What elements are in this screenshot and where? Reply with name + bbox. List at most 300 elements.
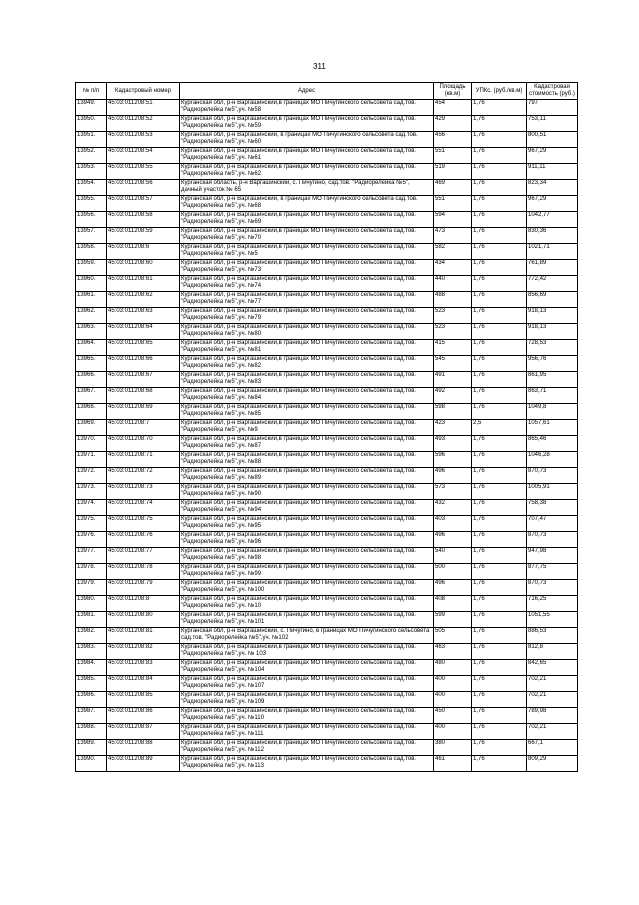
cell-upks: 1,76 (472, 564, 527, 580)
cell-num: 13972. (76, 468, 107, 484)
cell-cadastral: 45:03:011208:65 (107, 340, 180, 356)
cell-cadastral: 45:03:011208:81 (107, 628, 180, 644)
cell-cost: 1021,71 (527, 244, 578, 260)
cell-upks: 1,76 (472, 436, 527, 452)
cell-upks: 1,76 (472, 372, 527, 388)
cell-cost: 702,21 (527, 724, 578, 740)
cell-address: Курганская обл, р-н Варгашинский, с. Пичугино, в границах МО Пичугинского сельсовета сад.тов. "Радиорелейка №5",уч. №102 (180, 628, 434, 644)
cell-cadastral: 45:03:011208:51 (107, 100, 180, 116)
cell-cost: 870,73 (527, 532, 578, 548)
table-row (76, 676, 578, 692)
cell-address: Курганская обл, р-н Варгашинский,в границах МО Пичугинского сельсовета сад.тов. "Радиорелейка №5",уч. №77 (180, 292, 434, 308)
cell-area: 423 (434, 420, 472, 436)
cell-address: Курганская обл, р-н Варгашинский,в границах МО Пичугинского сельсовета сад.тов. "Радиорелейка №5",уч. №79 (180, 308, 434, 324)
table-row (76, 100, 578, 116)
table-row (76, 164, 578, 180)
cell-area: 473 (434, 228, 472, 244)
cell-cadastral: 45:03:011208:62 (107, 292, 180, 308)
cell-upks: 1,76 (472, 356, 527, 372)
cell-address: Курганская обл, р-н Варгашинский,в границах МО Пичугинского сельсовета сад.тов. "Радиорелейка №5",уч. №112 (180, 740, 434, 756)
cell-address: Курганская обл, р-н Варгашинский,в границах МО Пичугинского сельсовета сад.тов. "Радиорелейка №5",уч. №10 (180, 596, 434, 612)
cell-area: 461 (434, 756, 472, 772)
cell-address: Курганская обл, р-н Варгашинский,в границах МО Пичугинского сельсовета сад.тов. "Радиорелейка №5",уч. №81 (180, 340, 434, 356)
cell-cadastral: 45:03:011208:63 (107, 308, 180, 324)
cell-cadastral: 45:03:011208:87 (107, 724, 180, 740)
table-row (76, 532, 578, 548)
cell-area: 596 (434, 452, 472, 468)
cell-cadastral: 45:03:011208:89 (107, 756, 180, 772)
cell-num: 13987. (76, 708, 107, 724)
cell-upks: 1,76 (472, 148, 527, 164)
table-row (76, 308, 578, 324)
table-row (76, 660, 578, 676)
table-row (76, 212, 578, 228)
cell-cost: 870,73 (527, 580, 578, 596)
cell-cost: 877,75 (527, 564, 578, 580)
cell-area: 523 (434, 324, 472, 340)
table-row (76, 500, 578, 516)
cell-upks: 1,76 (472, 244, 527, 260)
cell-upks: 1,76 (472, 292, 527, 308)
cell-address: Курганская обл, р-н Варгашинский,в границах МО Пичугинского сельсовета сад.тов. "Радиорелейка №5",уч. №70 (180, 228, 434, 244)
table-row (76, 708, 578, 724)
cell-cost: 842,65 (527, 660, 578, 676)
header-cost: Кадастровая стоимость (руб.) (527, 83, 578, 100)
cell-upks: 2,5 (472, 420, 527, 436)
header-upks: УПКс. (руб./кв.м) (472, 83, 527, 100)
cell-upks: 1,76 (472, 756, 527, 772)
cell-address: Курганская обл, р-н Варгашинский,в границах МО Пичугинского сельсовета сад.тов. "Радиорелейка №5",уч. №111 (180, 724, 434, 740)
cell-area: 500 (434, 564, 472, 580)
cell-address: Курганская обл, р-н Варгашинский,в границах МО Пичугинского сельсовета сад.тов. "Радиорелейка №5",уч. №84 (180, 388, 434, 404)
cell-area: 432 (434, 500, 472, 516)
cell-cost: 918,13 (527, 324, 578, 340)
table-row (76, 740, 578, 756)
cell-area: 440 (434, 276, 472, 292)
cell-num: 13966. (76, 372, 107, 388)
cell-cost: 1005,91 (527, 484, 578, 500)
cell-cost: 667,1 (527, 740, 578, 756)
cell-num: 13951. (76, 132, 107, 148)
cell-address: Курганская обл, р-н Варгашинский,в границах МО Пичугинского сельсовета сад.тов. "Радиорелейка №5",уч. №98 (180, 548, 434, 564)
cell-cost: 761,89 (527, 260, 578, 276)
cell-num: 13965. (76, 356, 107, 372)
cell-cadastral: 45:03:011208:59 (107, 228, 180, 244)
header-cadastral: Кадастровый номер (107, 83, 180, 100)
cell-cadastral: 45:03:011208:85 (107, 692, 180, 708)
cell-cadastral: 45:03:011208:84 (107, 676, 180, 692)
cell-address: Курганская обл, р-н Варгашинский,в границах МО Пичугинского сельсовета сад.тов. "Радиорелейка №5",уч. №61 (180, 148, 434, 164)
cell-cadastral: 45:03:011208:69 (107, 404, 180, 420)
table-row (76, 180, 578, 196)
cell-cost: 797 (527, 100, 578, 116)
cell-area: 505 (434, 628, 472, 644)
cell-cost: 911,11 (527, 164, 578, 180)
table-row (76, 628, 578, 644)
cell-address: Курганская обл, р-н Варгашинский,в границах МО Пичугинского сельсовета сад.тов. "Радиорелейка №5",уч. №94 (180, 500, 434, 516)
cell-cadastral: 45:03:011208:54 (107, 148, 180, 164)
cell-cadastral: 45:03:011208:64 (107, 324, 180, 340)
cell-area: 469 (434, 180, 472, 196)
cell-num: 13961. (76, 292, 107, 308)
cell-num: 13956. (76, 212, 107, 228)
cell-num: 13974. (76, 500, 107, 516)
cell-address: Курганская обл, р-н Варгашинский,в границах МО Пичугинского сельсовета сад.тов. "Радиорелейка №5",уч. №74 (180, 276, 434, 292)
table-row (76, 132, 578, 148)
cell-area: 488 (434, 292, 472, 308)
cell-num: 13978. (76, 564, 107, 580)
table-row (76, 756, 578, 772)
cell-address: Курганская обл, р-н Варгашинский,в границах МО Пичугинского сельсовета сад.тов. "Радиорелейка №5",уч. №85 (180, 404, 434, 420)
cell-num: 13970. (76, 436, 107, 452)
table-row (76, 644, 578, 660)
cell-area: 599 (434, 612, 472, 628)
cell-upks: 1,76 (472, 676, 527, 692)
cell-area: 480 (434, 660, 472, 676)
cell-cost: 830,36 (527, 228, 578, 244)
cell-cadastral: 45:03:011208:60 (107, 260, 180, 276)
cell-num: 13969. (76, 420, 107, 436)
cell-area: 582 (434, 244, 472, 260)
cell-cost: 1042,77 (527, 212, 578, 228)
cell-address: Курганская обл, р-н Варгашинский,в границах МО Пичугинского сельсовета сад.тов. "Радиорелейка №5",уч. №100 (180, 580, 434, 596)
cell-cost: 789,98 (527, 708, 578, 724)
cell-num: 13985. (76, 676, 107, 692)
cell-upks: 1,76 (472, 644, 527, 660)
cell-upks: 1,76 (472, 164, 527, 180)
cell-address: Курганская обл, р-н Варгашинский,в границах МО Пичугинского сельсовета сад.тов. "Радиорелейка №5",уч. №95 (180, 516, 434, 532)
cell-cadastral: 45:03:011208:52 (107, 116, 180, 132)
table-row (76, 420, 578, 436)
table-row (76, 292, 578, 308)
cell-area: 434 (434, 260, 472, 276)
cell-address: Курганская обл, р-н Варгашинский,в границах МО Пичугинского сельсовета сад.тов. "Радиорелейка №5",уч. №96 (180, 532, 434, 548)
cell-cost: 918,13 (527, 308, 578, 324)
cell-cadastral: 45:03:011208:76 (107, 532, 180, 548)
cell-area: 545 (434, 356, 472, 372)
cell-upks: 1,76 (472, 260, 527, 276)
cell-num: 13977. (76, 548, 107, 564)
cell-area: 400 (434, 724, 472, 740)
cell-cost: 856,69 (527, 292, 578, 308)
cell-cost: 809,29 (527, 756, 578, 772)
cell-area: 540 (434, 548, 472, 564)
cell-num: 13975. (76, 516, 107, 532)
cell-cost: 865,46 (527, 436, 578, 452)
table-row (76, 484, 578, 500)
cell-cadastral: 45:03:011208:86 (107, 708, 180, 724)
table-row (76, 596, 578, 612)
table-row (76, 468, 578, 484)
cell-num: 13982. (76, 628, 107, 644)
table-row (76, 724, 578, 740)
cell-cadastral: 45:03:011208:82 (107, 644, 180, 660)
cell-address: Курганская обл, р-н Варгашинский,в границах МО Пичугинского сельсовета сад.тов. "Радиорелейка №5",уч. №89 (180, 468, 434, 484)
cell-address: Курганская обл, р-н Варгашинский,в границах МО Пичугинского сельсовета сад.тов. "Радиорелейка №5",уч. №101 (180, 612, 434, 628)
cell-cadastral: 45:03:011208:75 (107, 516, 180, 532)
header-area: Площадь (кв.м) (434, 83, 472, 100)
cell-cadastral: 45:03:011208:66 (107, 356, 180, 372)
table-row (76, 148, 578, 164)
cell-num: 13976. (76, 532, 107, 548)
cell-address: Курганская обл, р-н Варгашинский,в границах МО Пичугинского сельсовета сад.тов. "Радиорелейка №5",уч. №9 (180, 420, 434, 436)
cell-area: 403 (434, 516, 472, 532)
cell-num: 13964. (76, 340, 107, 356)
cell-address: Курганская обл, р-н Варгашинский,в границах МО Пичугинского сельсовета сад.тов. "Радиорелейка №5",уч. №104 (180, 660, 434, 676)
cell-address: Курганская обл, р-н Варгашинский,в границах МО Пичугинского сельсовета сад.тов. "Радиорелейка №5",уч. №110 (180, 708, 434, 724)
cell-num: 13989. (76, 740, 107, 756)
cell-cost: 772,42 (527, 276, 578, 292)
cell-area: 598 (434, 404, 472, 420)
cell-upks: 1,76 (472, 580, 527, 596)
cell-cost: 728,53 (527, 340, 578, 356)
table-row (76, 564, 578, 580)
cell-address: Курганская обл, р-н Варгашинский,в границах МО Пичугинского сельсовета сад.тов. "Радиорелейка №5",уч. №99 (180, 564, 434, 580)
cell-cost: 863,71 (527, 388, 578, 404)
cell-upks: 1,76 (472, 516, 527, 532)
cell-upks: 1,76 (472, 324, 527, 340)
table-row (76, 116, 578, 132)
cell-area: 573 (434, 484, 472, 500)
table-row (76, 244, 578, 260)
cell-num: 13983. (76, 644, 107, 660)
cell-cost: 716,25 (527, 596, 578, 612)
cell-area: 400 (434, 676, 472, 692)
table-row (76, 436, 578, 452)
table-row (76, 612, 578, 628)
cell-cadastral: 45:03:011208:83 (107, 660, 180, 676)
cell-num: 13980. (76, 596, 107, 612)
cell-address: Курганская обл, р-н Варгашинский,в границах МО Пичугинского сельсовета сад.тов. "Радиорелейка №5",уч. №62 (180, 164, 434, 180)
cell-cost: 886,53 (527, 628, 578, 644)
cell-num: 13979. (76, 580, 107, 596)
cell-cost: 702,21 (527, 676, 578, 692)
cell-upks: 1,76 (472, 484, 527, 500)
cell-cost: 758,38 (527, 500, 578, 516)
cell-area: 408 (434, 596, 472, 612)
cell-upks: 1,76 (472, 340, 527, 356)
cell-address: Курганская обл, р-н Варгашинский,в границах МО Пичугинского сельсовета сад.тов. "Радиорелейка №5",уч. №73 (180, 260, 434, 276)
cell-num: 13990. (76, 756, 107, 772)
cell-num: 13957. (76, 228, 107, 244)
cell-upks: 1,76 (472, 212, 527, 228)
cell-cost: 707,47 (527, 516, 578, 532)
cell-upks: 1,76 (472, 132, 527, 148)
cell-area: 429 (434, 116, 472, 132)
table-row (76, 372, 578, 388)
table-row (76, 548, 578, 564)
cell-upks: 1,76 (472, 276, 527, 292)
cell-cadastral: 45:03:011208:58 (107, 212, 180, 228)
cell-cadastral: 45:03:011208:71 (107, 452, 180, 468)
cell-cost: 800,51 (527, 132, 578, 148)
cell-cadastral: 45:03:011208:80 (107, 612, 180, 628)
cell-address: Курганская обл, р-н Варгашинский,в границах МО Пичугинского сельсовета сад.тов. "Радиорелейка №5",уч. №82 (180, 356, 434, 372)
cell-upks: 1,76 (472, 708, 527, 724)
cell-num: 13984. (76, 660, 107, 676)
cell-cost: 956,76 (527, 356, 578, 372)
cell-cost: 812,8 (527, 644, 578, 660)
cell-cadastral: 45:03:011208:7 (107, 420, 180, 436)
cell-area: 450 (434, 708, 472, 724)
cell-cost: 823,34 (527, 180, 578, 196)
cell-address: Курганская обл, р-н Варгашинский,в границах МО Пичугинского сельсовета сад.тов. "Радиорелейка №5",уч. №87 (180, 436, 434, 452)
cell-upks: 1,76 (472, 660, 527, 676)
cell-area: 463 (434, 644, 472, 660)
cell-address: Курганская обл, р-н Варгашинский,в границах МО Пичугинского сельсовета сад.тов. "Радиорелейка №5",уч. №83 (180, 372, 434, 388)
cell-upks: 1,76 (472, 724, 527, 740)
cell-address: Курганская обл, р-н Варгашинский,в границах МО Пичугинского сельсовета сад.тов. "Радиорелейка №5",уч. №5 (180, 244, 434, 260)
cell-upks: 1,76 (472, 532, 527, 548)
table-row (76, 356, 578, 372)
table-body (76, 100, 578, 772)
cell-cost: 861,95 (527, 372, 578, 388)
cell-cadastral: 45:03:011208:57 (107, 196, 180, 212)
cell-upks: 1,76 (472, 692, 527, 708)
cell-address: Курганская обл, р-н Варгашинский,в границах МО Пичугинского сельсовета сад.тов. "Радиорелейка №5",уч. №109 (180, 692, 434, 708)
cell-num: 13954. (76, 180, 107, 196)
cell-cost: 1057,61 (527, 420, 578, 436)
cell-address: Курганская область, р-н Варгашинский, с. Пичугино, сад.тов. "Радиорелейка №5", дачный участок № 65 (180, 180, 434, 196)
cell-upks: 1,76 (472, 388, 527, 404)
cell-upks: 1,76 (472, 500, 527, 516)
cell-area: 415 (434, 340, 472, 356)
cell-upks: 1,76 (472, 180, 527, 196)
cell-num: 13986. (76, 692, 107, 708)
cell-address: Курганская обл, р-н Варгашинский,в границах МО Пичугинского сельсовета сад.тов. "Радиорелейка №5",уч. № 103 (180, 644, 434, 660)
cell-area: 491 (434, 372, 472, 388)
cell-num: 13955. (76, 196, 107, 212)
cell-cost: 702,21 (527, 692, 578, 708)
cell-address: Курганская обл, р-н Варгашинский, в границах МО Пичугинского сельсовета сад.тов. "Радиорелейка №5",уч. №68 (180, 196, 434, 212)
cell-address: Курганская обл, р-н Варгашинский,в границах МО Пичугинского сельсовета сад.тов. "Радиорелейка №5",уч. №90 (180, 484, 434, 500)
cell-num: 13959. (76, 260, 107, 276)
cell-cadastral: 45:03:011208:88 (107, 740, 180, 756)
cell-cadastral: 45:03:011208:78 (107, 564, 180, 580)
table-row (76, 692, 578, 708)
table-row (76, 404, 578, 420)
cell-upks: 1,76 (472, 740, 527, 756)
cell-cadastral: 45:03:011208:61 (107, 276, 180, 292)
cell-upks: 1,76 (472, 116, 527, 132)
cell-address: Курганская обл, р-н Варгашинский,в границах МО Пичугинского сельсовета сад.тов. "Радиорелейка №5",уч. №80 (180, 324, 434, 340)
cell-area: 523 (434, 308, 472, 324)
cell-area: 492 (434, 388, 472, 404)
table-header-row (76, 83, 578, 100)
cell-cadastral: 45:03:011208:55 (107, 164, 180, 180)
cell-cost: 1049,8 (527, 404, 578, 420)
cell-area: 456 (434, 132, 472, 148)
cell-upks: 1,76 (472, 612, 527, 628)
cell-num: 13952. (76, 148, 107, 164)
cell-num: 13950. (76, 116, 107, 132)
table-row (76, 228, 578, 244)
cell-num: 13981. (76, 612, 107, 628)
cell-upks: 1,76 (472, 196, 527, 212)
cell-cost: 967,29 (527, 196, 578, 212)
cell-num: 13973. (76, 484, 107, 500)
cell-upks: 1,76 (472, 100, 527, 116)
cell-area: 551 (434, 148, 472, 164)
cell-cadastral: 45:03:011208:68 (107, 388, 180, 404)
cell-upks: 1,76 (472, 404, 527, 420)
cell-num: 13967. (76, 388, 107, 404)
cell-cadastral: 45:03:011208:6 (107, 244, 180, 260)
cell-area: 493 (434, 436, 472, 452)
cell-num: 13968. (76, 404, 107, 420)
table-row (76, 324, 578, 340)
cell-address: Курганская обл, р-н Варгашинский,в границах МО Пичугинского сельсовета сад.тов. "Радиорелейка №5",уч. №58 (180, 100, 434, 116)
cell-address: Курганская обл, р-н Варгашинский, в границах МО Пичугинского сельсовета сад.тов. "Радиорелейка №5",уч. №60 (180, 132, 434, 148)
cell-area: 496 (434, 468, 472, 484)
cell-area: 594 (434, 212, 472, 228)
cell-num: 13988. (76, 724, 107, 740)
cell-address: Курганская обл, р-н Варгашинский,в границах МО Пичугинского сельсовета сад.тов. "Радиорелейка №5",уч. №113 (180, 756, 434, 772)
cell-num: 13971. (76, 452, 107, 468)
cell-cadastral: 45:03:011208:70 (107, 436, 180, 452)
cell-cadastral: 45:03:011208:67 (107, 372, 180, 388)
table-row (76, 580, 578, 596)
cell-num: 13960. (76, 276, 107, 292)
cell-address: Курганская обл, р-н Варгашинский,в границах МО Пичугинского сельсовета сад.тов. "Радиорелейка №5",уч. №69 (180, 212, 434, 228)
cell-address: Курганская обл, р-н Варгашинский,в границах МО Пичугинского сельсовета сад.тов. "Радиорелейка №5",уч. №59 (180, 116, 434, 132)
cell-address: Курганская обл, р-н Варгашинский,в границах МО Пичугинского сельсовета сад.тов. "Радиорелейка №5",уч. №88 (180, 452, 434, 468)
header-address: Адрес (180, 83, 434, 100)
table-row (76, 196, 578, 212)
cell-cadastral: 45:03:011208:77 (107, 548, 180, 564)
cell-area: 551 (434, 196, 472, 212)
cell-upks: 1,76 (472, 452, 527, 468)
cell-cost: 1051,55 (527, 612, 578, 628)
table-row (76, 388, 578, 404)
cell-cost: 1046,28 (527, 452, 578, 468)
cell-upks: 1,76 (472, 468, 527, 484)
page-number: 311 (313, 62, 326, 71)
cell-cadastral: 45:03:011208:53 (107, 132, 180, 148)
cell-cadastral: 45:03:011208:72 (107, 468, 180, 484)
header-num: № п/п (76, 83, 107, 100)
cell-num: 13949. (76, 100, 107, 116)
cell-area: 380 (434, 740, 472, 756)
cell-cost: 753,11 (527, 116, 578, 132)
cell-area: 454 (434, 100, 472, 116)
cell-upks: 1,76 (472, 228, 527, 244)
cell-cadastral: 45:03:011208:73 (107, 484, 180, 500)
cell-cost: 967,29 (527, 148, 578, 164)
cell-cost: 947,98 (527, 548, 578, 564)
table-row (76, 340, 578, 356)
cell-num: 13962. (76, 308, 107, 324)
cadastral-table (75, 82, 578, 772)
cell-num: 13963. (76, 324, 107, 340)
cell-area: 496 (434, 580, 472, 596)
cell-num: 13953. (76, 164, 107, 180)
cell-address: Курганская обл, р-н Варгашинский,в границах МО Пичугинского сельсовета сад.тов. "Радиорелейка №5",уч. №107 (180, 676, 434, 692)
cell-upks: 1,76 (472, 628, 527, 644)
cell-num: 13958. (76, 244, 107, 260)
cell-cadastral: 45:03:011208:56 (107, 180, 180, 196)
cell-area: 400 (434, 692, 472, 708)
table-row (76, 452, 578, 468)
table-row (76, 260, 578, 276)
cell-upks: 1,76 (472, 548, 527, 564)
cell-cadastral: 45:03:011208:8 (107, 596, 180, 612)
cell-cost: 870,73 (527, 468, 578, 484)
table-row (76, 516, 578, 532)
cell-area: 519 (434, 164, 472, 180)
cell-cadastral: 45:03:011208:74 (107, 500, 180, 516)
cell-upks: 1,76 (472, 308, 527, 324)
